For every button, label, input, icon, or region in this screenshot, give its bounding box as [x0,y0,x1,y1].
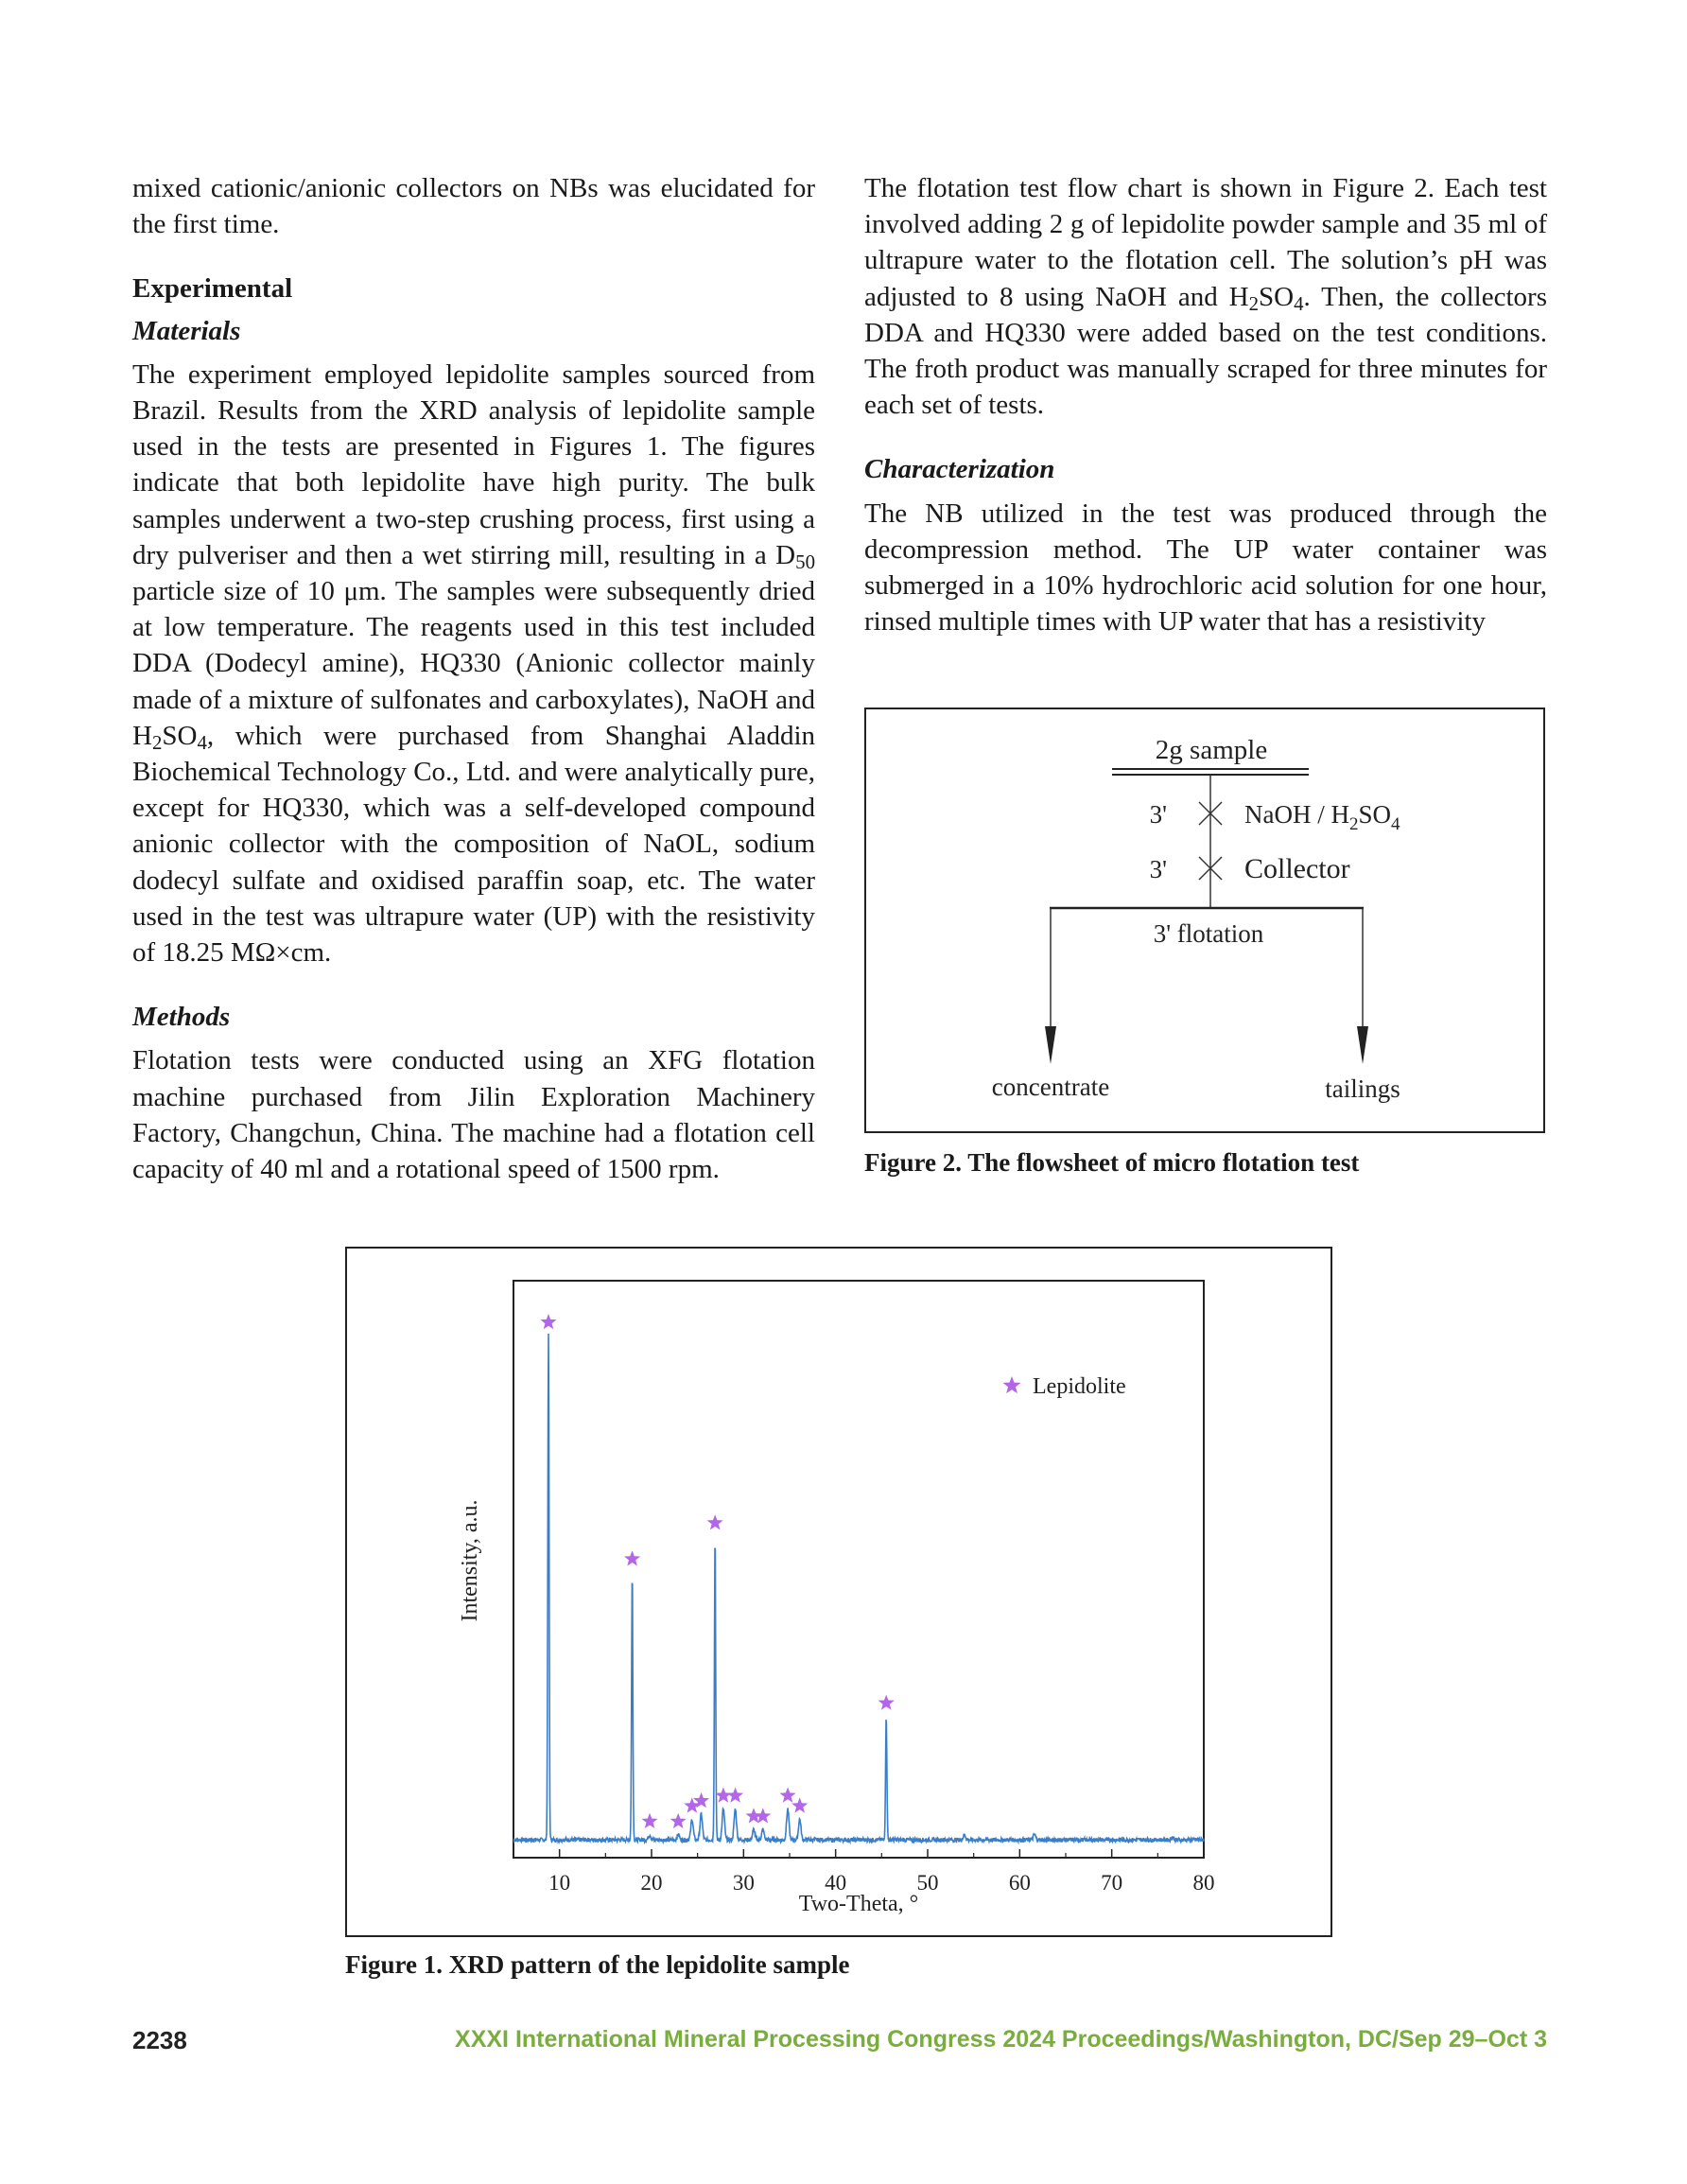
x-tick-label: 10 [548,1871,571,1895]
step1-sub2: 4 [1391,814,1400,834]
footer-title: XXXI International Mineral Processing Congress 2024 Proceedings/Washington, DC/Sep 29–Oct 3 [455,2026,1547,2053]
flowchart-text-3: . Then, the collectors DDA and HQ330 were added based on the test conditions. The froth product was manually scraped for three minutes for each set of tests. [864,281,1547,421]
tailings-label: tailings [1325,1075,1400,1103]
materials-sub-3: 4 [197,731,207,755]
step1-sub1: 2 [1348,814,1359,834]
peak-markers [540,1314,894,1828]
heading-experimental: Experimental [132,273,293,305]
lepidolite-peak-star [624,1550,640,1565]
flowsheet-figure [864,708,1545,1133]
legend-label: Lepidolite [1033,1374,1126,1399]
left-column [132,170,815,1187]
concentrate-label: concentrate [991,1073,1110,1101]
flowchart-text-2: SO [1259,281,1295,312]
xrd-chart [347,1249,1330,1935]
lepidolite-peak-star [715,1788,731,1803]
heading-materials: Materials [132,315,241,346]
step1-reagent-label [1244,800,1400,834]
x-tick-label: 50 [916,1871,939,1895]
legend-star-icon [1003,1376,1021,1393]
x-tick-label: 40 [825,1871,847,1895]
xrd-pattern-line [513,1334,1204,1842]
step2-reagent: Collector [1244,853,1350,884]
x-tick-label: 30 [732,1871,755,1895]
xrd-figure [345,1247,1332,1937]
lepidolite-peak-star [791,1797,808,1812]
heading-methods: Methods [132,1002,231,1033]
x-tick-label: 20 [640,1871,663,1895]
x-axis-label: Two-Theta, ° [798,1892,919,1916]
materials-text-1: The experiment employed lepidolite samples sourced from Brazil. Results from the XRD analysis of lepidolite sample used in the tests are presented in Figures 1. The figures indicate that both lepidolite have high purity. The bulk samples underwent a two-step crushing process, first using a dry pulveriser and then a wet stirring mill, resulting in a D [132,358,815,570]
lepidolite-peak-star [642,1813,658,1828]
step2-time: 3' [1149,855,1167,883]
x-tick-label: 60 [1008,1871,1031,1895]
flowchart-paragraph [864,170,1547,423]
lepidolite-peak-star [670,1813,687,1828]
lepidolite-peak-star [780,1788,796,1803]
lepidolite-peak-star [878,1695,895,1710]
plot-frame [513,1281,1204,1858]
step1-mid: SO [1358,800,1391,829]
materials-text-3: SO [162,720,198,751]
step1-reagent: NaOH / H [1244,800,1349,829]
x-ticks [513,1849,1215,1895]
lepidolite-peak-star [727,1788,743,1803]
y-axis-label: Intensity, a.u. [458,1499,482,1622]
materials-text-2: particle size of 10 μm. The samples were subsequently dried at low temperature. The reagents used in this test included DDA (Dodecyl amine), HQ330 (Anionic collector mainly made of a mixture of sulfonates and carboxylates), NaOH and H [132,576,815,751]
flowchart-sub-2: 4 [1294,291,1304,315]
concentrate-arrowhead [1045,1026,1056,1064]
heading-characterization: Characterization [864,454,1055,485]
methods-paragraph: Flotation tests were conducted using an XFG flotation machine purchased from Jilin Exploration Machinery Factory, Changchun, China. The machine had a flotation cell capacity of 40 ml and a rotational speed of 1500 rpm. [132,1045,815,1185]
page-number: 2238 [132,2026,187,2054]
x-tick-label: 70 [1101,1871,1123,1895]
intro-paragraph: mixed cationic/anionic collectors on NBs was elucidated for the first time. [132,173,815,240]
chart-legend [1003,1374,1126,1399]
tailings-arrowhead [1357,1026,1368,1064]
lepidolite-peak-star [540,1314,556,1329]
flowsheet-diagram [866,709,1543,1131]
materials-text-4: , which were purchased from Shanghai Aladdin Biochemical Technology Co., Ltd. and were analytically pure, except for HQ330, which was a self-developed compound anionic collector with the composition of NaOL, sodium dodecyl sulfate and oxidised paraffin soap, etc. The water used in the test was ultrapure water (UP) with the resistivity of 18.25 MΩ×cm. [132,720,815,969]
flowsheet-sample-label: 2g sample [1155,735,1268,765]
figure1-caption: Figure 1. XRD pattern of the lepidolite sample [345,1950,850,1979]
right-column [864,170,1547,639]
materials-sub-2: 2 [151,731,163,755]
step1-time: 3' [1149,800,1167,829]
x-tick-label: 80 [1192,1871,1215,1895]
figure2-caption: Figure 2. The flowsheet of micro flotation test [864,1148,1360,1177]
materials-sub-1: 50 [795,550,815,574]
materials-paragraph [132,357,815,970]
flotation-label: 3' flotation [1153,919,1264,948]
lepidolite-peak-star [707,1514,723,1529]
flowchart-text-1: The flotation test flow chart is shown in Figure 2. Each test involved adding 2 g of lepidolite powder sample and 35 ml of ultrapure water to the flotation cell. The solution’s pH was adjusted to 8 using NaOH and H [864,173,1547,312]
characterization-paragraph: The NB utilized in the test was produced through the decompression method. The UP water container was submerged in a 10% hydrochloric acid solution for one hour, rinsed multiple times with UP water that has a resistivity [864,498,1547,638]
flowchart-sub-1: 2 [1248,291,1259,315]
